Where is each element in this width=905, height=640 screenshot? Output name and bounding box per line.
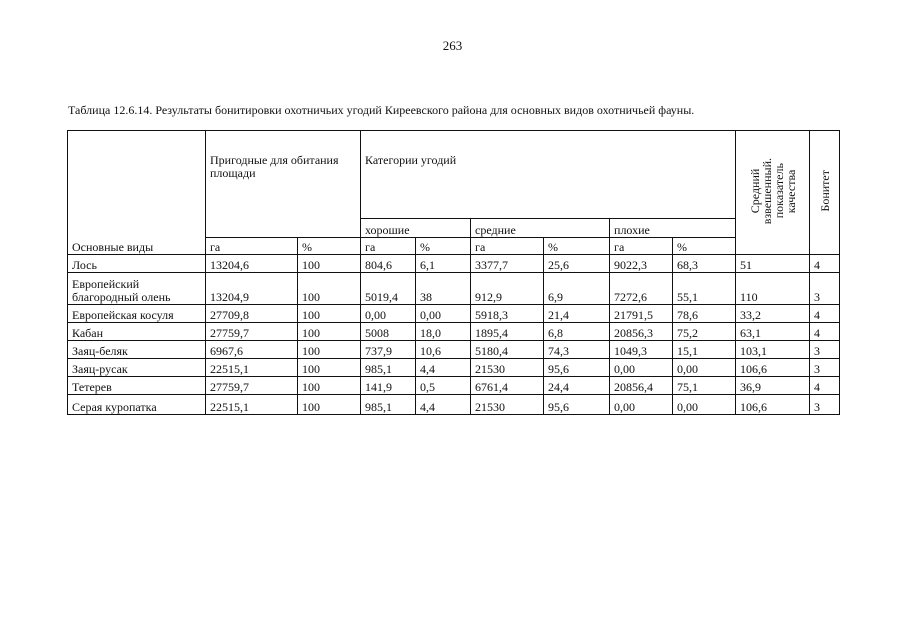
table-row <box>68 323 840 341</box>
cell-species: Заяц-беляк <box>68 341 206 359</box>
bonitet-results-table <box>67 130 840 415</box>
cell-weighted-index: 103,1 <box>736 341 810 359</box>
table-row <box>68 377 840 395</box>
cell-poor-ha: 20856,3 <box>610 323 673 341</box>
cell-medium-pct: 74,3 <box>544 341 610 359</box>
cell-area-pct: 100 <box>298 359 361 377</box>
header-medium-pct: % <box>544 238 610 255</box>
cell-area-ha: 27709,8 <box>206 305 298 323</box>
table-row <box>68 341 840 359</box>
header-area-ha: га <box>206 238 298 255</box>
cell-poor-pct: 75,2 <box>673 323 736 341</box>
cell-bonitet: 4 <box>810 377 840 395</box>
cell-good-ha: 5019,4 <box>361 273 416 305</box>
header-good-ha: га <box>361 238 416 255</box>
table-row <box>68 255 840 273</box>
cell-area-pct: 100 <box>298 377 361 395</box>
cell-species: Серая куропатка <box>68 395 206 415</box>
cell-medium-ha: 3377,7 <box>471 255 544 273</box>
header-weighted-index <box>736 131 810 255</box>
header-poor-pct: % <box>673 238 736 255</box>
cell-medium-ha: 1895,4 <box>471 323 544 341</box>
cell-weighted-index: 106,6 <box>736 359 810 377</box>
cell-poor-ha: 21791,5 <box>610 305 673 323</box>
cell-poor-ha: 0,00 <box>610 395 673 415</box>
table-row <box>68 273 840 305</box>
cell-medium-pct: 6,9 <box>544 273 610 305</box>
cell-good-ha: 5008 <box>361 323 416 341</box>
cell-good-ha: 804,6 <box>361 255 416 273</box>
cell-weighted-index: 33,2 <box>736 305 810 323</box>
cell-medium-pct: 6,8 <box>544 323 610 341</box>
cell-area-pct: 100 <box>298 341 361 359</box>
cell-medium-pct: 21,4 <box>544 305 610 323</box>
header-poor-ha: га <box>610 238 673 255</box>
cell-species: Кабан <box>68 323 206 341</box>
cell-weighted-index: 63,1 <box>736 323 810 341</box>
cell-medium-pct: 95,6 <box>544 395 610 415</box>
cell-area-pct: 100 <box>298 255 361 273</box>
cell-medium-pct: 95,6 <box>544 359 610 377</box>
cell-good-pct: 10,6 <box>416 341 471 359</box>
header-categories: Категории угодий <box>361 131 736 219</box>
cell-good-pct: 0,00 <box>416 305 471 323</box>
cell-medium-ha: 912,9 <box>471 273 544 305</box>
header-good: хорошие <box>361 219 471 238</box>
cell-poor-pct: 55,1 <box>673 273 736 305</box>
cell-area-ha: 27759,7 <box>206 377 298 395</box>
cell-good-pct: 0,5 <box>416 377 471 395</box>
header-poor: плохие <box>610 219 736 238</box>
cell-good-pct: 4,4 <box>416 395 471 415</box>
cell-area-pct: 100 <box>298 305 361 323</box>
header-medium: средние <box>471 219 610 238</box>
table-row <box>68 395 840 415</box>
cell-weighted-index: 51 <box>736 255 810 273</box>
cell-medium-ha: 6761,4 <box>471 377 544 395</box>
table-caption: Таблица 12.6.14. Результаты бонитировки охотничьих угодий Киреевского района для основных видов охотничьей фауны. <box>68 103 695 117</box>
header-bonitet-text: Бонитет <box>817 170 832 212</box>
cell-good-pct: 18,0 <box>416 323 471 341</box>
cell-poor-ha: 7272,6 <box>610 273 673 305</box>
table-row <box>68 305 840 323</box>
cell-species: Заяц-русак <box>68 359 206 377</box>
cell-bonitet: 3 <box>810 359 840 377</box>
cell-poor-pct: 0,00 <box>673 395 736 415</box>
cell-weighted-index: 110 <box>736 273 810 305</box>
cell-species: Лось <box>68 255 206 273</box>
cell-good-pct: 6,1 <box>416 255 471 273</box>
cell-medium-ha: 5918,3 <box>471 305 544 323</box>
cell-species: Тетерев <box>68 377 206 395</box>
cell-poor-ha: 9022,3 <box>610 255 673 273</box>
cell-good-ha: 985,1 <box>361 359 416 377</box>
header-medium-ha: га <box>471 238 544 255</box>
cell-good-pct: 38 <box>416 273 471 305</box>
cell-medium-pct: 25,6 <box>544 255 610 273</box>
cell-poor-ha: 0,00 <box>610 359 673 377</box>
cell-species: Европейская косуля <box>68 305 206 323</box>
cell-area-ha: 13204,6 <box>206 255 298 273</box>
cell-bonitet: 3 <box>810 395 840 415</box>
cell-area-pct: 100 <box>298 323 361 341</box>
cell-area-ha: 13204,9 <box>206 273 298 305</box>
header-weighted-index-text: Средний взвешенный. показатель качества <box>747 157 798 225</box>
cell-poor-ha: 20856,4 <box>610 377 673 395</box>
cell-medium-ha: 21530 <box>471 359 544 377</box>
table-row <box>68 359 840 377</box>
page-number: 263 <box>442 38 463 53</box>
cell-area-ha: 22515,1 <box>206 395 298 415</box>
cell-poor-pct: 78,6 <box>673 305 736 323</box>
cell-area-ha: 6967,6 <box>206 341 298 359</box>
cell-medium-ha: 21530 <box>471 395 544 415</box>
cell-medium-ha: 5180,4 <box>471 341 544 359</box>
header-area-pct: % <box>298 238 361 255</box>
cell-bonitet: 3 <box>810 341 840 359</box>
header-species: Основные виды <box>68 131 206 255</box>
cell-poor-pct: 68,3 <box>673 255 736 273</box>
cell-poor-pct: 0,00 <box>673 359 736 377</box>
cell-good-ha: 141,9 <box>361 377 416 395</box>
cell-medium-pct: 24,4 <box>544 377 610 395</box>
cell-bonitet: 4 <box>810 305 840 323</box>
cell-good-ha: 0,00 <box>361 305 416 323</box>
cell-good-ha: 985,1 <box>361 395 416 415</box>
cell-good-pct: 4,4 <box>416 359 471 377</box>
cell-bonitet: 4 <box>810 323 840 341</box>
cell-bonitet: 4 <box>810 255 840 273</box>
cell-area-ha: 27759,7 <box>206 323 298 341</box>
cell-species: Европейский благородный олень <box>68 273 206 305</box>
cell-area-pct: 100 <box>298 395 361 415</box>
cell-poor-pct: 15,1 <box>673 341 736 359</box>
header-suitable-area: Пригодные для обитания площади <box>206 131 361 238</box>
cell-area-pct: 100 <box>298 273 361 305</box>
header-good-pct: % <box>416 238 471 255</box>
cell-good-ha: 737,9 <box>361 341 416 359</box>
cell-bonitet: 3 <box>810 273 840 305</box>
cell-poor-ha: 1049,3 <box>610 341 673 359</box>
header-bonitet <box>810 131 840 255</box>
cell-poor-pct: 75,1 <box>673 377 736 395</box>
cell-weighted-index: 36,9 <box>736 377 810 395</box>
cell-weighted-index: 106,6 <box>736 395 810 415</box>
cell-area-ha: 22515,1 <box>206 359 298 377</box>
